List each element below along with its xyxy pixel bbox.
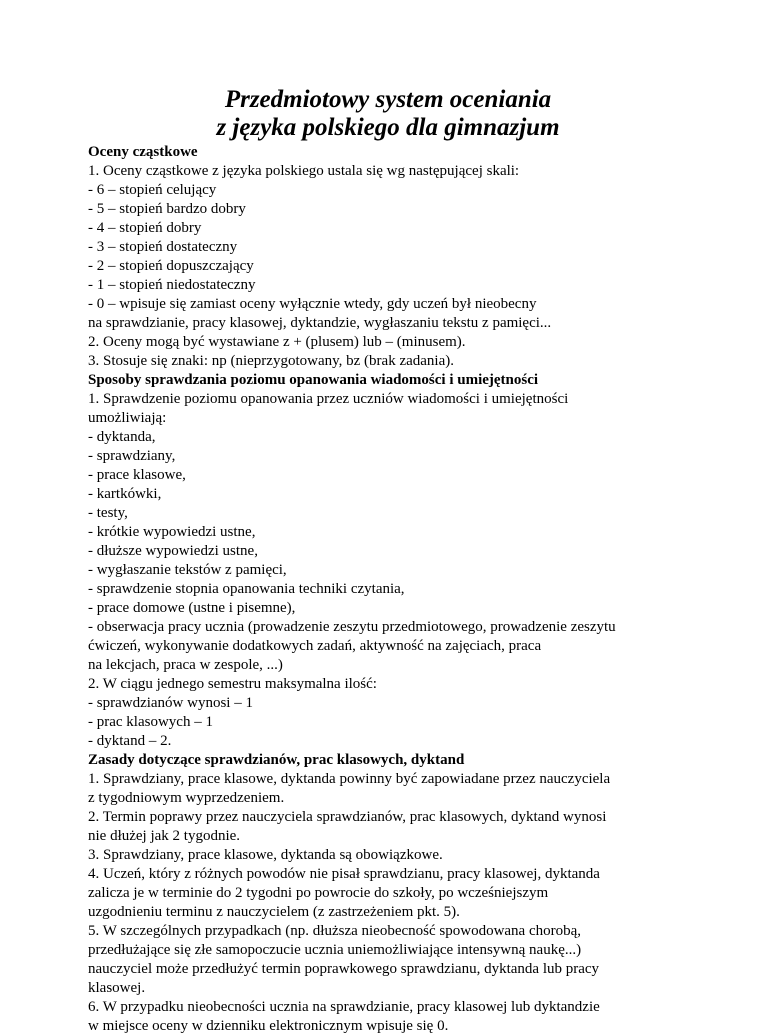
document-body (88, 143, 688, 1036)
text-line: z tygodniowym wyprzedzeniem. (88, 790, 285, 806)
text-line: 1. Sprawdziany, prace klasowe, dyktanda powinny być zapowiadane przez nauczyciela (88, 771, 611, 787)
text-line: nie dłużej jak 2 tygodnie. (88, 828, 241, 844)
text-line: - 5 – stopień bardzo dobry (88, 201, 246, 217)
text-line: - kartkówki, (88, 486, 162, 502)
text-line: na sprawdzianie, pracy klasowej, dyktandzie, wygłaszaniu tekstu z pamięci... (88, 315, 552, 331)
text-line: 3. Stosuje się znaki: np (nieprzygotowany, bz (brak zadania). (88, 353, 454, 369)
text-line: - 3 – stopień dostateczny (88, 239, 238, 255)
text-line: 2. W ciągu jednego semestru maksymalna ilość: (88, 676, 377, 692)
text-line: - 4 – stopień dobry (88, 220, 202, 236)
text-line: - 1 – stopień niedostateczny (88, 277, 256, 293)
text-line: - prace domowe (ustne i pisemne), (88, 600, 296, 616)
text-line: 1. Sprawdzenie poziomu opanowania przez uczniów wiadomości i umiejętności (88, 391, 569, 407)
text-line: - 0 – wpisuje się zamiast oceny wyłącznie wtedy, gdy uczeń był nieobecny (88, 296, 537, 312)
section-heading: Zasady dotyczące sprawdzianów, prac klasowych, dyktand (88, 752, 465, 768)
title-line-2: z języka polskiego dla gimnazjum (216, 114, 560, 141)
text-line: - dłuższe wypowiedzi ustne, (88, 543, 258, 559)
text-line: - krótkie wypowiedzi ustne, (88, 524, 256, 540)
text-line: - 6 – stopień celujący (88, 182, 217, 198)
document-page (88, 86, 688, 1036)
text-line: klasowej. (88, 980, 146, 996)
text-line: na lekcjach, praca w zespole, ...) (88, 657, 283, 673)
text-line: - sprawdzianów wynosi – 1 (88, 695, 253, 711)
title-line-1: Przedmiotowy system oceniania (224, 86, 552, 113)
text-line: nauczyciel może przedłużyć termin poprawkowego sprawdzianu, dyktanda lub pracy (88, 961, 600, 977)
text-line: - sprawdzenie stopnia opanowania techniki czytania, (88, 581, 405, 597)
section-heading: Oceny cząstkowe (88, 144, 198, 160)
text-line: - dyktand – 2. (88, 733, 172, 749)
text-line: ćwiczeń, wykonywanie dodatkowych zadań, aktywność na zajęciach, praca (88, 638, 542, 654)
text-line: 1. Oceny cząstkowe z języka polskiego ustala się wg następującej skali: (88, 163, 520, 179)
text-line: - dyktanda, (88, 429, 156, 445)
text-line: 4. Uczeń, który z różnych powodów nie pisał sprawdzianu, pracy klasowej, dyktanda (88, 866, 600, 882)
text-line: - obserwacja pracy ucznia (prowadzenie zeszytu przedmiotowego, prowadzenie zeszytu (88, 619, 616, 635)
text-line: 2. Oceny mogą być wystawiane z + (plusem) lub – (minusem). (88, 334, 466, 350)
text-line: - prace klasowe, (88, 467, 186, 483)
document-title (88, 86, 688, 142)
text-line: - sprawdziany, (88, 448, 176, 464)
text-line: 5. W szczególnych przypadkach (np. dłuższa nieobecność spowodowana chorobą, (88, 923, 582, 939)
text-line: - wygłaszanie tekstów z pamięci, (88, 562, 287, 578)
text-line: - testy, (88, 505, 128, 521)
text-line: przedłużające się złe samopoczucie ucznia uniemożliwiające intensywną naukę...) (88, 942, 582, 958)
text-line: 3. Sprawdziany, prace klasowe, dyktanda są obowiązkowe. (88, 847, 443, 863)
section-heading: Sposoby sprawdzania poziomu opanowania wiadomości i umiejętności (88, 372, 539, 388)
text-line: umożliwiają: (88, 410, 167, 426)
text-line: 6. W przypadku nieobecności ucznia na sprawdzianie, pracy klasowej lub dyktandzie (88, 999, 600, 1015)
text-line: 2. Termin poprawy przez nauczyciela sprawdzianów, prac klasowych, dyktand wynosi (88, 809, 607, 825)
text-line: w miejsce oceny w dzienniku elektronicznym wpisuje się 0. (88, 1018, 449, 1034)
text-line: uzgodnieniu terminu z nauczycielem (z zastrzeżeniem pkt. 5). (88, 904, 460, 920)
text-line: - prac klasowych – 1 (88, 714, 213, 730)
text-line: zalicza je w terminie do 2 tygodni po powrocie do szkoły, po wcześniejszym (88, 885, 549, 901)
text-line: - 2 – stopień dopuszczający (88, 258, 254, 274)
